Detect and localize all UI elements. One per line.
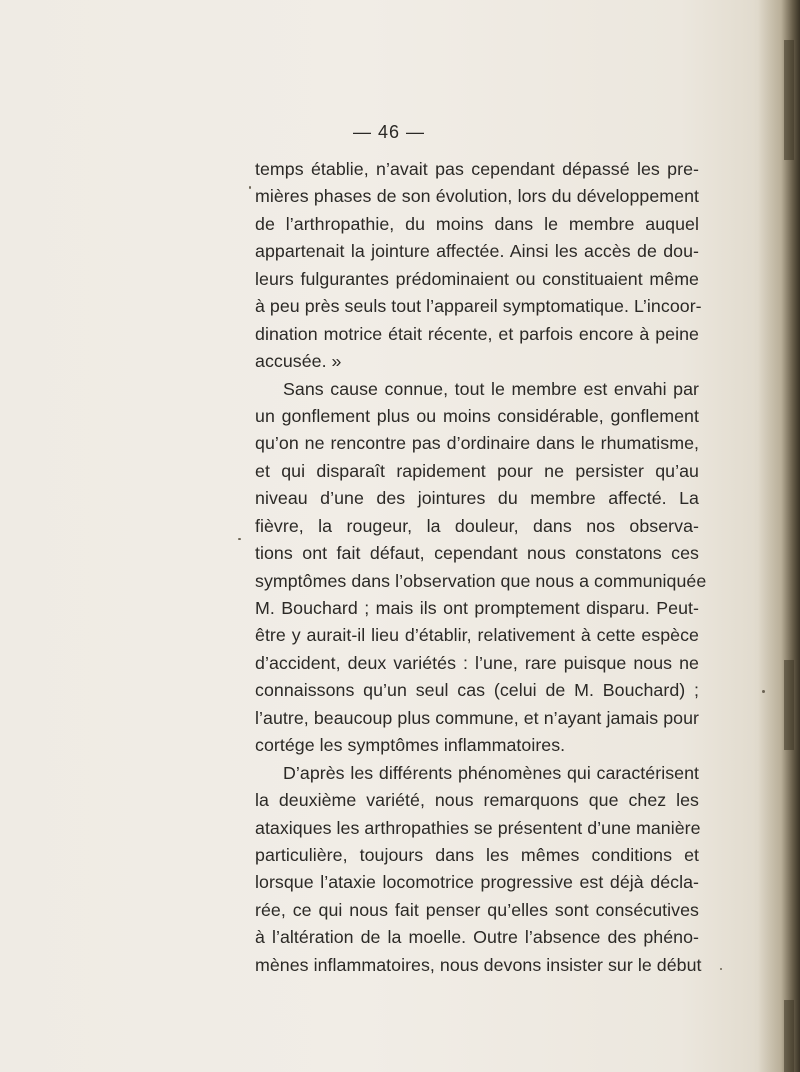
- text-line: accusée. »: [255, 351, 342, 372]
- paper-speck: [720, 968, 722, 970]
- text-line: ataxiques les arthropathies se présentent d’une manière: [255, 817, 701, 838]
- text-line: mènes inflammatoires, nous devons insister sur le début: [255, 954, 702, 975]
- text-line: mières phases de son évolution, lors du développement: [255, 186, 699, 207]
- text-line: temps établie, n’avait pas cependant dépassé les pre-: [255, 159, 699, 179]
- paper-speck: [249, 186, 251, 189]
- page-number: — 46 —: [352, 122, 426, 142]
- paper-speck: [762, 690, 765, 693]
- text-line: Sans cause connue, tout le membre est envahi par: [283, 378, 699, 399]
- body-text: [255, 156, 707, 979]
- page-edge-shadow: [758, 0, 800, 1072]
- text-line: qu’on ne rencontre pas d’ordinaire dans le rhumatisme,: [255, 433, 699, 454]
- text-line: appartenait la jointure affectée. Ainsi les accès de dou-: [255, 241, 699, 262]
- text-line: la deuxième variété, nous remarquons que chez les: [255, 790, 699, 811]
- text-line: l’autre, beaucoup plus commune, et n’ayant jamais pour: [255, 707, 699, 728]
- text-line: leurs fulgurantes prédominaient ou constituaient même: [255, 268, 699, 289]
- text-line: connaissons qu’un seul cas (celui de M. Bouchard) ;: [255, 680, 699, 701]
- page-edge-stain: [784, 660, 794, 750]
- text-line: et qui disparaît rapidement pour ne persister qu’au: [255, 460, 699, 481]
- text-line: dination motrice était récente, et parfois encore à peine: [255, 323, 699, 344]
- text-line: lorsque l’ataxie locomotrice progressive est déjà décla-: [255, 872, 699, 893]
- text-line: être y aurait-il lieu d’établir, relativement à cette espèce: [255, 625, 699, 646]
- paper-speck: [238, 538, 241, 540]
- text-line: de l’arthropathie, du moins dans le membre auquel: [255, 213, 699, 234]
- text-line: un gonflement plus ou moins considérable, gonflement: [255, 405, 699, 426]
- text-line: cortége les symptômes inflammatoires.: [255, 735, 566, 756]
- text-line: M. Bouchard ; mais ils ont promptement disparu. Peut-: [255, 598, 699, 618]
- text-line: rée, ce qui nous fait penser qu’elles sont consécutives: [255, 899, 699, 920]
- text-line: fièvre, la rougeur, la douleur, dans nos observa-: [255, 515, 699, 536]
- page-edge-stain: [784, 40, 794, 160]
- text-line: à peu près seuls tout l’appareil symptomatique. L’incoor-: [255, 296, 702, 317]
- text-line: tions ont fait défaut, cependant nous constatons ces: [255, 543, 699, 564]
- text-line: D’après les différents phénomènes qui caractérisent: [283, 762, 699, 783]
- text-line: particulière, toujours dans les mêmes conditions et: [255, 844, 699, 865]
- text-line: symptômes dans l’observation que nous a communiquée: [255, 570, 707, 591]
- text-line: d’accident, deux variétés : l’une, rare puisque nous ne: [255, 652, 699, 673]
- text-line: à l’altération de la moelle. Outre l’absence des phéno-: [255, 927, 699, 948]
- page-edge-stain: [784, 1000, 794, 1072]
- text-line: niveau d’une des jointures du membre affecté. La: [255, 488, 699, 509]
